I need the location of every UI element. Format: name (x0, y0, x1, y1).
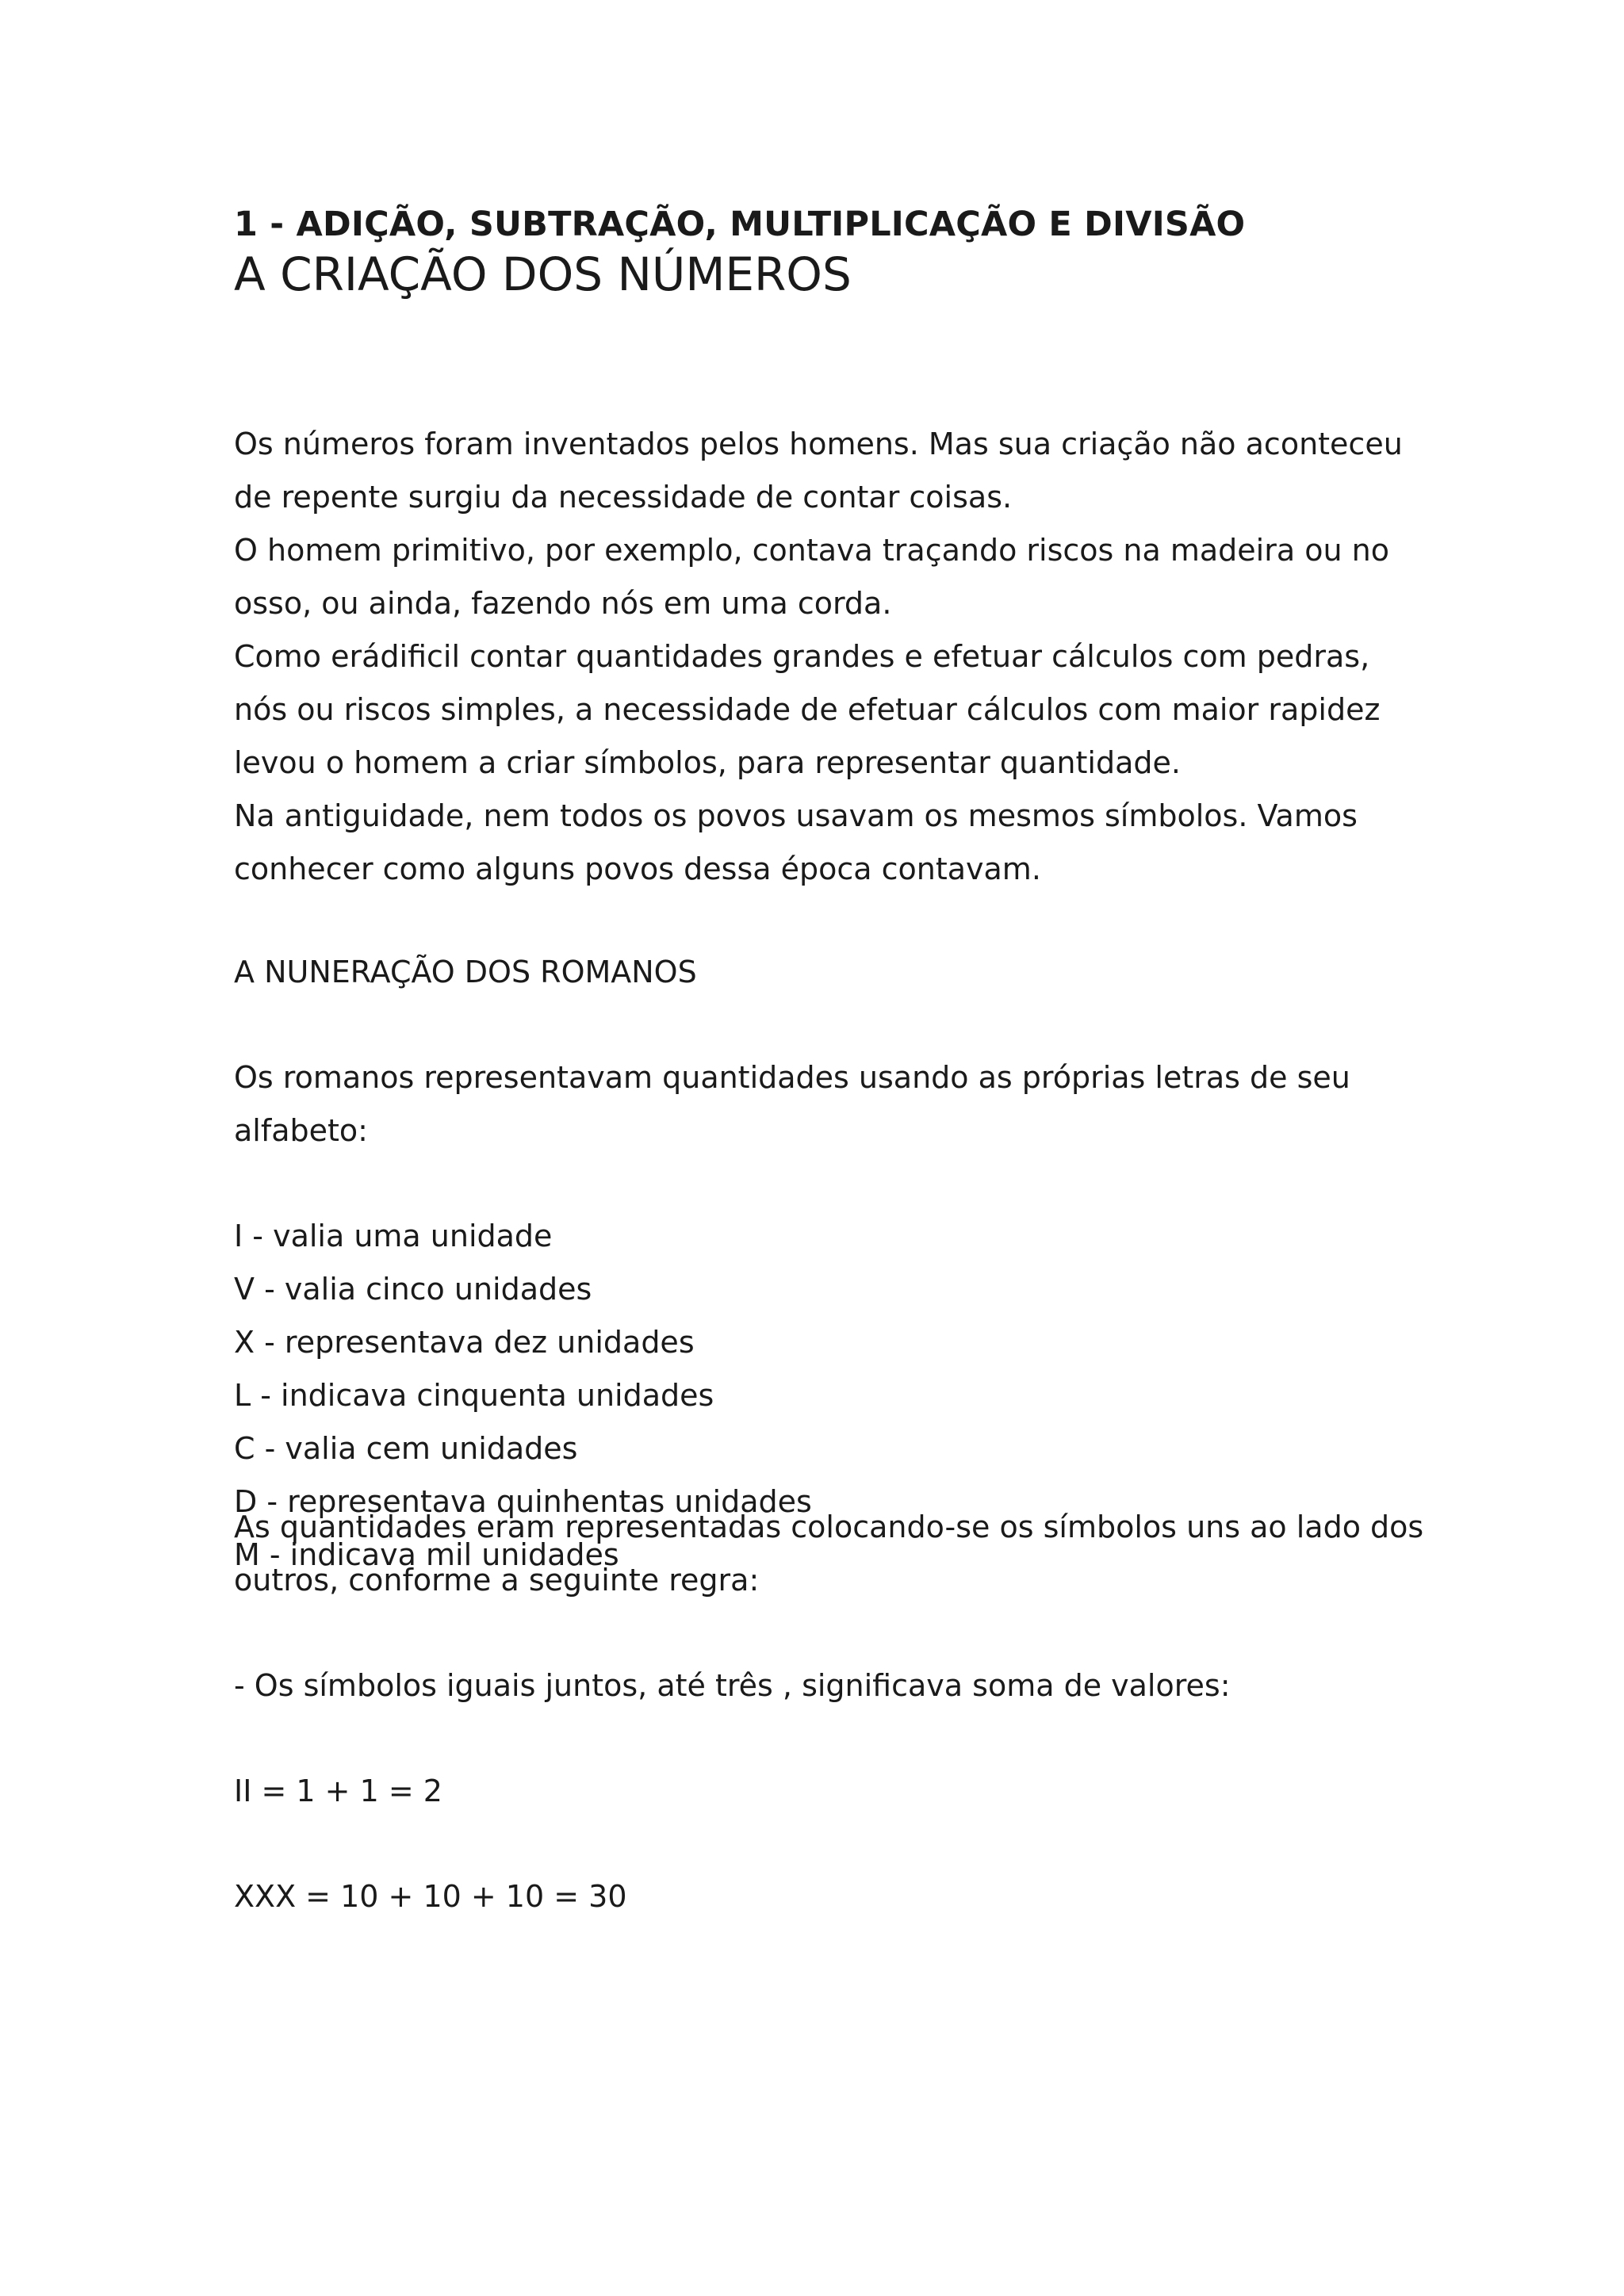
list-item: C - valia cem unidades (234, 1431, 578, 1466)
paragraph-line: Na antiguidade, nem todos os povos usavam os mesmos símbolos. Vamos (234, 798, 1358, 833)
paragraph-line: levou o homem a criar símbolos, para representar quantidade. (234, 745, 1181, 780)
paragraph-line: de repente surgiu da necessidade de contar coisas. (234, 480, 1013, 515)
roman-intro-paragraph (234, 1051, 1350, 1158)
list-item: X - representava dez unidades (234, 1325, 695, 1360)
list-item: D - representava quinhentas unidades (234, 1484, 812, 1519)
paragraph-line: alfabeto: (234, 1113, 368, 1148)
paragraph-line: osso, ou ainda, fazendo nós em uma corda. (234, 586, 892, 621)
rule-item: - Os símbolos iguais juntos, até três , significava soma de valores: (234, 1668, 1231, 1703)
paragraph-line: outros, conforme a seguinte regra: (234, 1563, 760, 1598)
page-title: A CRIAÇÃO DOS NÚMEROS (234, 247, 852, 301)
example-equation: XXX = 10 + 10 + 10 = 30 (234, 1879, 627, 1914)
paragraph-line: Os romanos representavam quantidades usando as próprias letras de seu (234, 1060, 1350, 1095)
list-item: M - indicava mil unidades (234, 1537, 619, 1572)
list-item: I - valia uma unidade (234, 1219, 553, 1253)
list-item: L - indicava cinquenta unidades (234, 1378, 714, 1413)
chapter-heading: 1 - ADIÇÃO, SUBTRAÇÃO, MULTIPLICAÇÃO E DIVISÃO (234, 205, 1246, 244)
rule-paragraph (234, 1501, 1423, 1607)
list-item: V - valia cinco unidades (234, 1272, 592, 1307)
example-equation: II = 1 + 1 = 2 (234, 1774, 442, 1808)
paragraph-line: Os números foram inventados pelos homens. Mas sua criação não aconteceu (234, 427, 1403, 461)
paragraph-line: nós ou riscos simples, a necessidade de efetuar cálculos com maior rapidez (234, 692, 1381, 727)
paragraph-line: conhecer como alguns povos dessa época contavam. (234, 851, 1041, 886)
paragraph-line: O homem primitivo, por exemplo, contava traçando riscos na madeira ou no (234, 533, 1389, 568)
intro-paragraph (234, 418, 1408, 896)
paragraph-line: As quantidades eram representadas colocando-se os símbolos uns ao lado dos (234, 1510, 1424, 1544)
section-title: A NUNERAÇÃO DOS ROMANOS (234, 955, 697, 989)
paragraph-line: Como erádificil contar quantidades grandes e efetuar cálculos com pedras, (234, 639, 1370, 674)
